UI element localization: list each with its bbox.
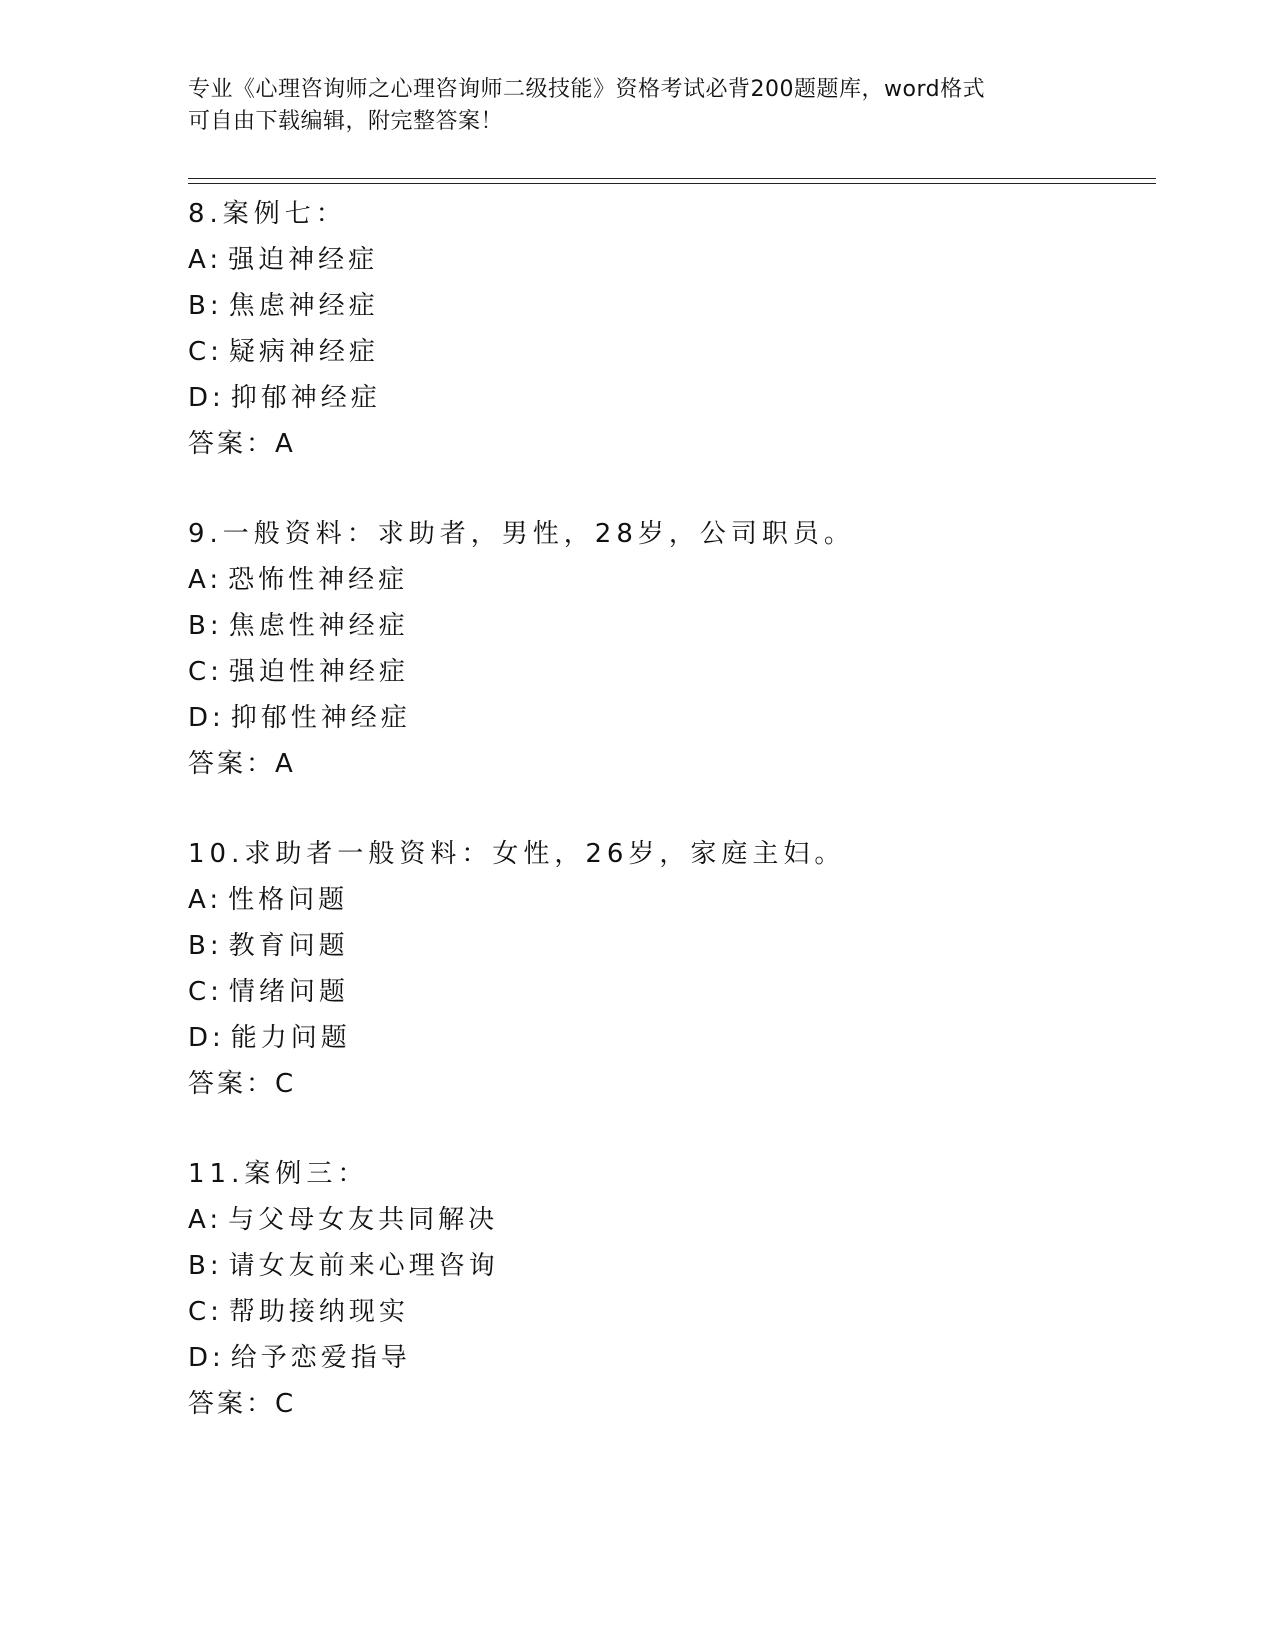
- option-c: [188, 329, 1148, 375]
- option-b: [188, 603, 1148, 649]
- option-label: A:: [188, 1205, 223, 1235]
- question-stem: 11.案例三：: [188, 1159, 369, 1189]
- option-d: [188, 1335, 1148, 1381]
- answer-prefix: 答案：: [188, 429, 276, 459]
- answer-line: [188, 741, 1148, 787]
- option-b: [188, 923, 1148, 969]
- answer-value: A: [275, 429, 294, 459]
- option-text: 能力问题: [230, 1023, 351, 1053]
- option-text: 抑郁神经症: [230, 383, 381, 413]
- answer-value: A: [275, 749, 294, 779]
- answer-line: [188, 421, 1148, 467]
- option-label: C:: [188, 1297, 223, 1327]
- option-label: A:: [188, 565, 223, 595]
- header-line-2: 可自由下载编辑，附完整答案！: [188, 109, 504, 134]
- option-a: [188, 1197, 1148, 1243]
- option-label: C:: [188, 977, 223, 1007]
- answer-prefix: 答案：: [188, 749, 276, 779]
- header-divider-top: [188, 178, 1156, 179]
- option-label: B:: [188, 1251, 223, 1281]
- option-text: 情绪问题: [228, 977, 349, 1007]
- option-text: 抑郁性神经症: [230, 703, 411, 733]
- option-label: A:: [188, 245, 223, 275]
- option-label: B:: [188, 931, 223, 961]
- option-c: [188, 1289, 1148, 1335]
- option-text: 帮助接纳现实: [228, 1297, 409, 1327]
- option-text: 焦虑神经症: [228, 291, 379, 321]
- answer-value: C: [275, 1069, 295, 1099]
- option-c: [188, 649, 1148, 695]
- option-label: D:: [188, 1023, 225, 1053]
- option-text: 请女友前来心理咨询: [228, 1251, 499, 1281]
- answer-prefix: 答案：: [188, 1069, 276, 1099]
- option-b: [188, 283, 1148, 329]
- option-label: B:: [188, 291, 223, 321]
- question-stem: 10.求助者一般资料：女性，26岁，家庭主妇。: [188, 839, 846, 869]
- option-d: [188, 375, 1148, 421]
- option-label: D:: [188, 703, 225, 733]
- option-c: [188, 969, 1148, 1015]
- option-text: 强迫性神经症: [228, 657, 409, 687]
- option-text: 焦虑性神经症: [228, 611, 409, 641]
- option-label: D:: [188, 383, 225, 413]
- option-label: C:: [188, 657, 223, 687]
- option-text: 恐怖性神经症: [228, 565, 409, 595]
- option-label: D:: [188, 1343, 225, 1373]
- option-a: [188, 557, 1148, 603]
- option-d: [188, 695, 1148, 741]
- option-a: [188, 237, 1148, 283]
- question-stem: 9.一般资料：求助者，男性，28岁，公司职员。: [188, 519, 855, 549]
- option-text: 与父母女友共同解决: [228, 1205, 499, 1235]
- option-label: C:: [188, 337, 223, 367]
- option-b: [188, 1243, 1148, 1289]
- question-stem: 8.案例七：: [188, 199, 347, 229]
- answer-line: [188, 1061, 1148, 1107]
- option-text: 性格问题: [228, 885, 349, 915]
- question-9: [188, 511, 1148, 787]
- header-divider-bottom: [188, 183, 1156, 184]
- option-label: B:: [188, 611, 223, 641]
- question-8: [188, 191, 1148, 467]
- option-text: 疑病神经症: [228, 337, 379, 367]
- answer-prefix: 答案：: [188, 1389, 276, 1419]
- option-text: 教育问题: [228, 931, 349, 961]
- option-label: A:: [188, 885, 223, 915]
- question-list: [188, 191, 1148, 1471]
- option-a: [188, 877, 1148, 923]
- question-10: [188, 831, 1148, 1107]
- answer-line: [188, 1381, 1148, 1427]
- header-line-1: 专业《心理咨询师之心理咨询师二级技能》资格考试必背200题题库，word格式: [188, 77, 986, 102]
- answer-value: C: [275, 1389, 295, 1419]
- option-text: 强迫神经症: [228, 245, 379, 275]
- option-text: 给予恋爱指导: [230, 1343, 411, 1373]
- question-11: [188, 1151, 1148, 1427]
- option-d: [188, 1015, 1148, 1061]
- document-header: [188, 74, 1088, 138]
